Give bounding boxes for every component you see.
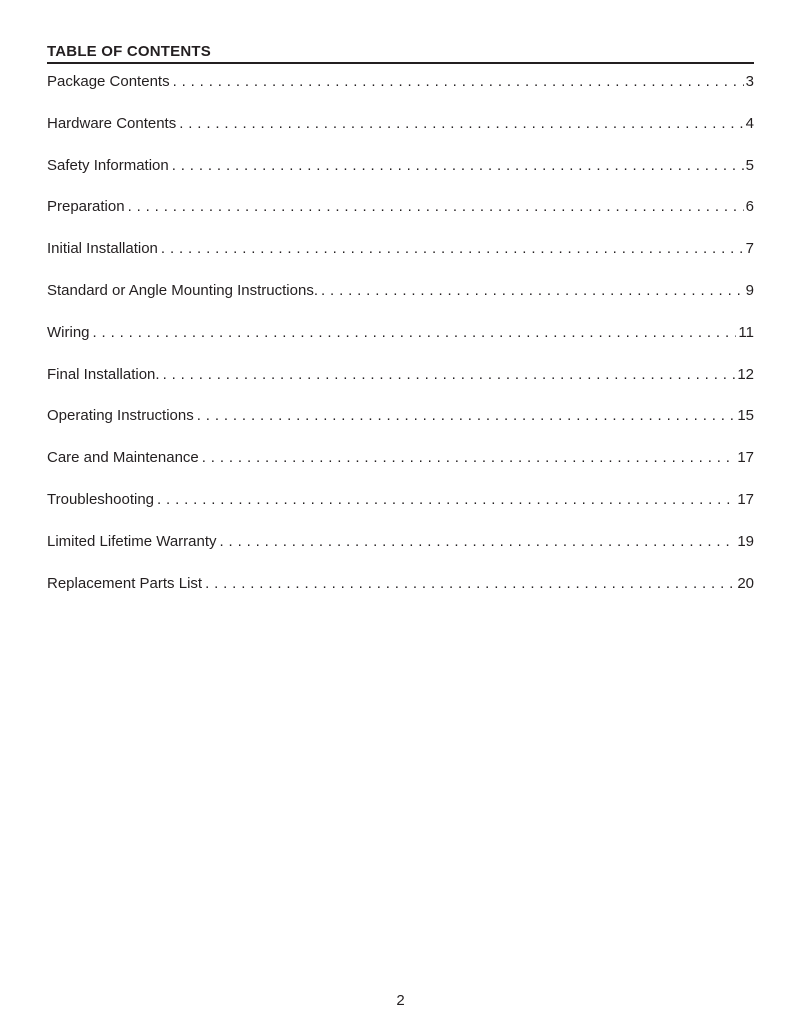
toc-dot-leader [172,157,744,175]
toc-entry-label: Safety Information [47,156,169,174]
toc-entry-label: Wiring [47,323,90,341]
toc-entry-page: 5 [745,156,754,174]
toc-dot-leader [205,575,735,593]
toc-entry-label: Limited Lifetime Warranty [47,532,217,550]
toc-entry-page: 11 [738,323,754,341]
toc-dot-leader [202,449,736,467]
toc-entry-page: 6 [745,198,754,216]
toc-entry-wiring [47,324,754,366]
toc-dot-leader [161,240,744,258]
toc-entry-page: 9 [745,281,754,299]
toc-entry-initial-installation [47,240,754,282]
toc-entry-limited-lifetime-warranty [47,533,754,575]
toc-entry-page: 19 [737,532,754,550]
toc-entry-label: Final Installation. [47,365,160,383]
toc-entry-safety-information [47,157,754,199]
toc-entry-page: 7 [745,240,754,258]
toc-entry-label: Replacement Parts List [47,574,203,592]
toc-entry-label: Initial Installation [47,240,158,258]
toc-entry-page: 20 [737,574,754,592]
toc-entry-label: Preparation [47,198,125,216]
toc-heading: TABLE OF CONTENTS [47,43,754,64]
toc-list [47,73,754,616]
toc-dot-leader [197,407,736,425]
toc-dot-leader [157,491,735,509]
toc-entry-page: 15 [737,407,754,425]
toc-dot-leader [93,324,737,342]
toc-entry-hardware-contents [47,115,754,157]
toc-entry-troubleshooting [47,491,754,533]
toc-entry-final-installation [47,366,754,408]
toc-dot-leader [173,73,744,91]
toc-entry-mounting-instructions [47,282,754,324]
toc-dot-leader [321,282,744,300]
toc-entry-operating-instructions [47,407,754,449]
toc-entry-preparation [47,198,754,240]
toc-entry-label: Package Contents [47,73,170,90]
toc-entry-label: Operating Instructions [47,407,194,425]
toc-entry-page: 4 [745,114,754,132]
toc-entry-label: Care and Maintenance [47,449,199,467]
toc-dot-leader [220,533,736,551]
page-number: 2 [396,992,405,1009]
toc-dot-leader [163,366,736,384]
toc-entry-label: Standard or Angle Mounting Instructions. [47,281,318,299]
toc-entry-page: 3 [745,73,754,90]
toc-entry-page: 17 [737,449,754,467]
toc-entry-label: Hardware Contents [47,114,177,132]
toc-entry-replacement-parts-list [47,575,754,617]
toc-entry-page: 12 [737,365,754,383]
toc-entry-label: Troubleshooting [47,490,155,508]
toc-entry-care-and-maintenance [47,449,754,491]
toc-entry-package-contents [47,73,754,115]
toc-dot-leader [128,198,744,216]
toc-dot-leader [179,115,743,133]
toc-entry-page: 17 [737,490,754,508]
document-page [47,0,754,1036]
